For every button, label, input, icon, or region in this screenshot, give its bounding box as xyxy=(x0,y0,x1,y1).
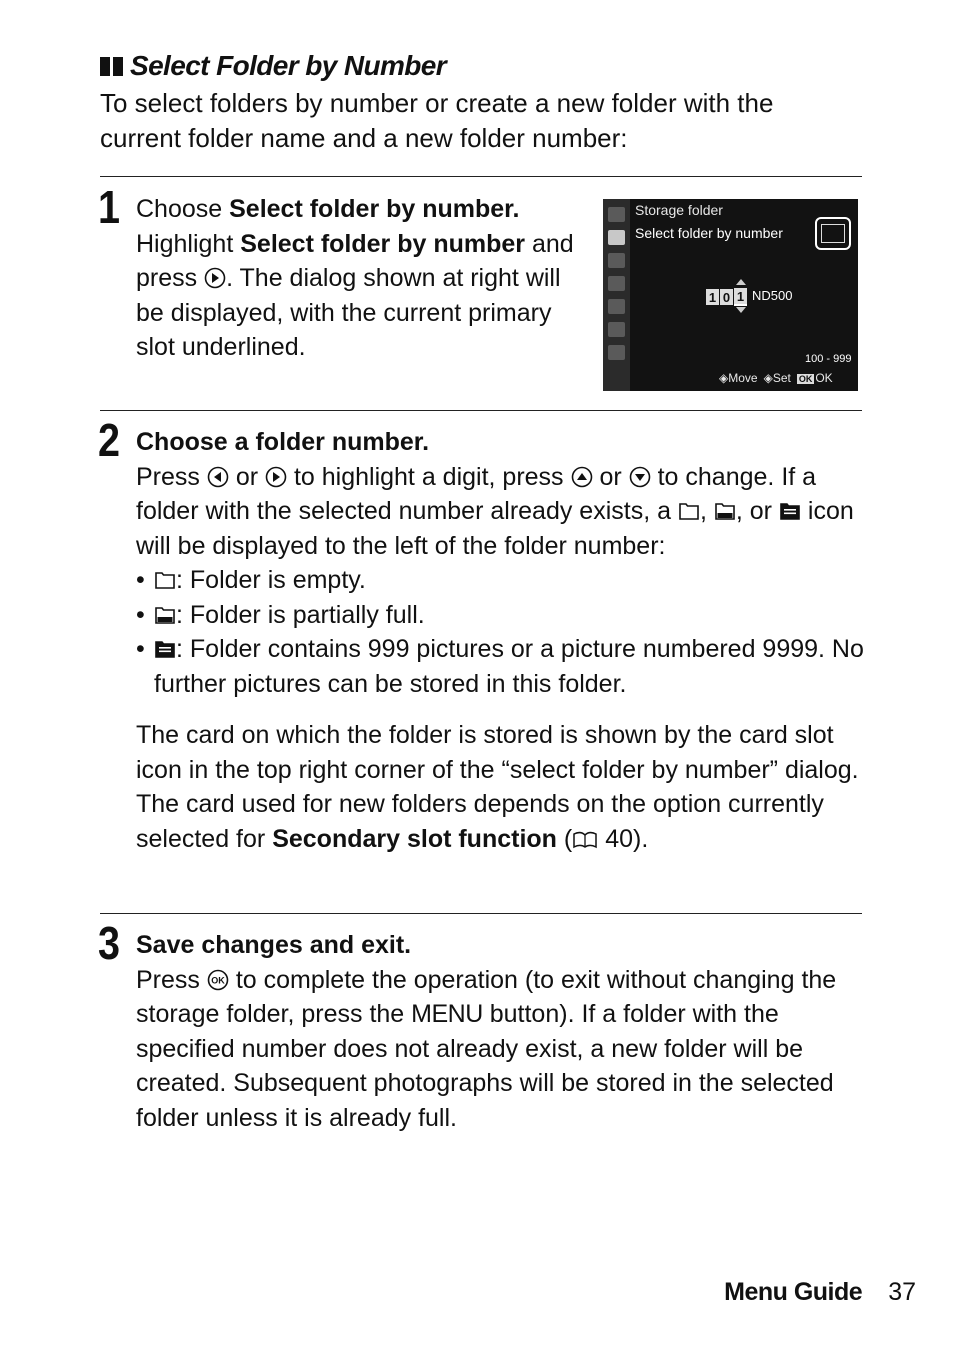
folder-full-icon xyxy=(154,638,176,660)
divider xyxy=(100,410,862,411)
folder-digit: 1 xyxy=(706,289,719,305)
folder-digit: 0 xyxy=(720,289,733,305)
step-1 xyxy=(136,192,576,365)
step-heading: Choose a folder number. xyxy=(136,428,430,456)
step-3 xyxy=(136,928,864,1135)
folder-partial-icon xyxy=(154,604,176,626)
step-body: Highlight Select folder by number and press . The dialog shown at right will be displayed, with the current primary slot underlined. xyxy=(136,229,574,361)
ok-hint: OK OK xyxy=(798,371,833,385)
step-heading: Save changes and exit. xyxy=(136,931,412,959)
move-hint: ◈Move xyxy=(719,371,758,385)
down-arrow-icon xyxy=(736,307,746,313)
up-arrow-icon xyxy=(736,279,746,285)
photo-shooting-tab-icon xyxy=(608,230,625,245)
movie-shooting-tab-icon xyxy=(608,253,625,268)
multi-selector-left-icon xyxy=(207,466,229,488)
section-marker-icon xyxy=(100,57,123,76)
my-menu-tab-icon xyxy=(608,345,625,360)
multi-selector-up-icon xyxy=(571,466,593,488)
folder-empty-icon xyxy=(678,500,700,522)
section-title xyxy=(100,50,446,82)
section-title-text: Select Folder by Number xyxy=(130,50,447,81)
folder-partial-icon xyxy=(714,500,736,522)
page-footer xyxy=(724,1278,916,1307)
retouch-tab-icon xyxy=(608,322,625,337)
step-number: 3 xyxy=(98,917,121,969)
intro-text: To select folders by number or create a new folder with the current folder name and a new folder number: xyxy=(100,88,774,153)
divider xyxy=(100,913,862,914)
menu-button-label: MENU xyxy=(411,1000,483,1028)
step-number: 1 xyxy=(98,181,121,233)
list-item: • : Folder is partially full. xyxy=(136,598,864,633)
folder-range: 100 - 999 xyxy=(805,353,852,365)
step-body: Press or to highlight a digit, press or to change. If a folder with the selected number already exists, a , , or icon will be displayed to the left of the folder number: xyxy=(136,462,854,560)
step-2 xyxy=(136,425,864,856)
card-slot-note: The card on which the folder is stored is shown by the card slot icon in the top right corner of the “select folder by number” dialog. The card used for new folders depends on the option currently selected for Secondary slot function ( 40). xyxy=(136,721,859,853)
footer-section: Menu Guide xyxy=(724,1278,863,1306)
page-reference-icon xyxy=(572,830,598,850)
setup-tab-icon xyxy=(608,299,625,314)
folder-full-icon xyxy=(779,500,801,522)
ok-button-icon xyxy=(207,969,229,991)
folder-number xyxy=(706,288,747,306)
divider xyxy=(100,176,862,177)
svg-text:OK: OK xyxy=(211,975,225,985)
menu-tabs xyxy=(603,199,630,391)
folder-empty-icon xyxy=(154,569,176,591)
step-body: Press OK to complete the operation (to exit without changing the storage folder, press the MENU button). If a folder with the specified number does not already exist, a new folder will be created. Subsequent photographs will be stored in the selected folder unless it is already full. xyxy=(136,965,837,1132)
screen-footer xyxy=(719,371,833,385)
list-item: • : Folder contains 999 pictures or a picture numbered 9999. No further pictures can be stored in this folder. xyxy=(136,632,864,701)
camera-screen xyxy=(603,199,858,391)
multi-selector-down-icon xyxy=(629,466,651,488)
step-heading: Choose Select folder by number. xyxy=(136,195,520,223)
page-number: 37 xyxy=(888,1278,916,1306)
step-number: 2 xyxy=(98,414,121,466)
folder-status-list xyxy=(136,563,864,701)
playback-tab-icon xyxy=(608,207,625,222)
screen-subtitle: Select folder by number xyxy=(635,225,783,241)
multi-selector-right-icon xyxy=(265,466,287,488)
multi-selector-right-icon xyxy=(204,267,226,289)
set-hint: ◈Set xyxy=(763,371,791,385)
list-item: • : Folder is empty. xyxy=(136,563,864,598)
folder-digit-selected: 1 xyxy=(734,288,747,306)
screen-title: Storage folder xyxy=(635,202,723,218)
card-slot-icon xyxy=(815,217,851,250)
custom-settings-tab-icon xyxy=(608,276,625,291)
folder-name: ND500 xyxy=(752,288,793,303)
